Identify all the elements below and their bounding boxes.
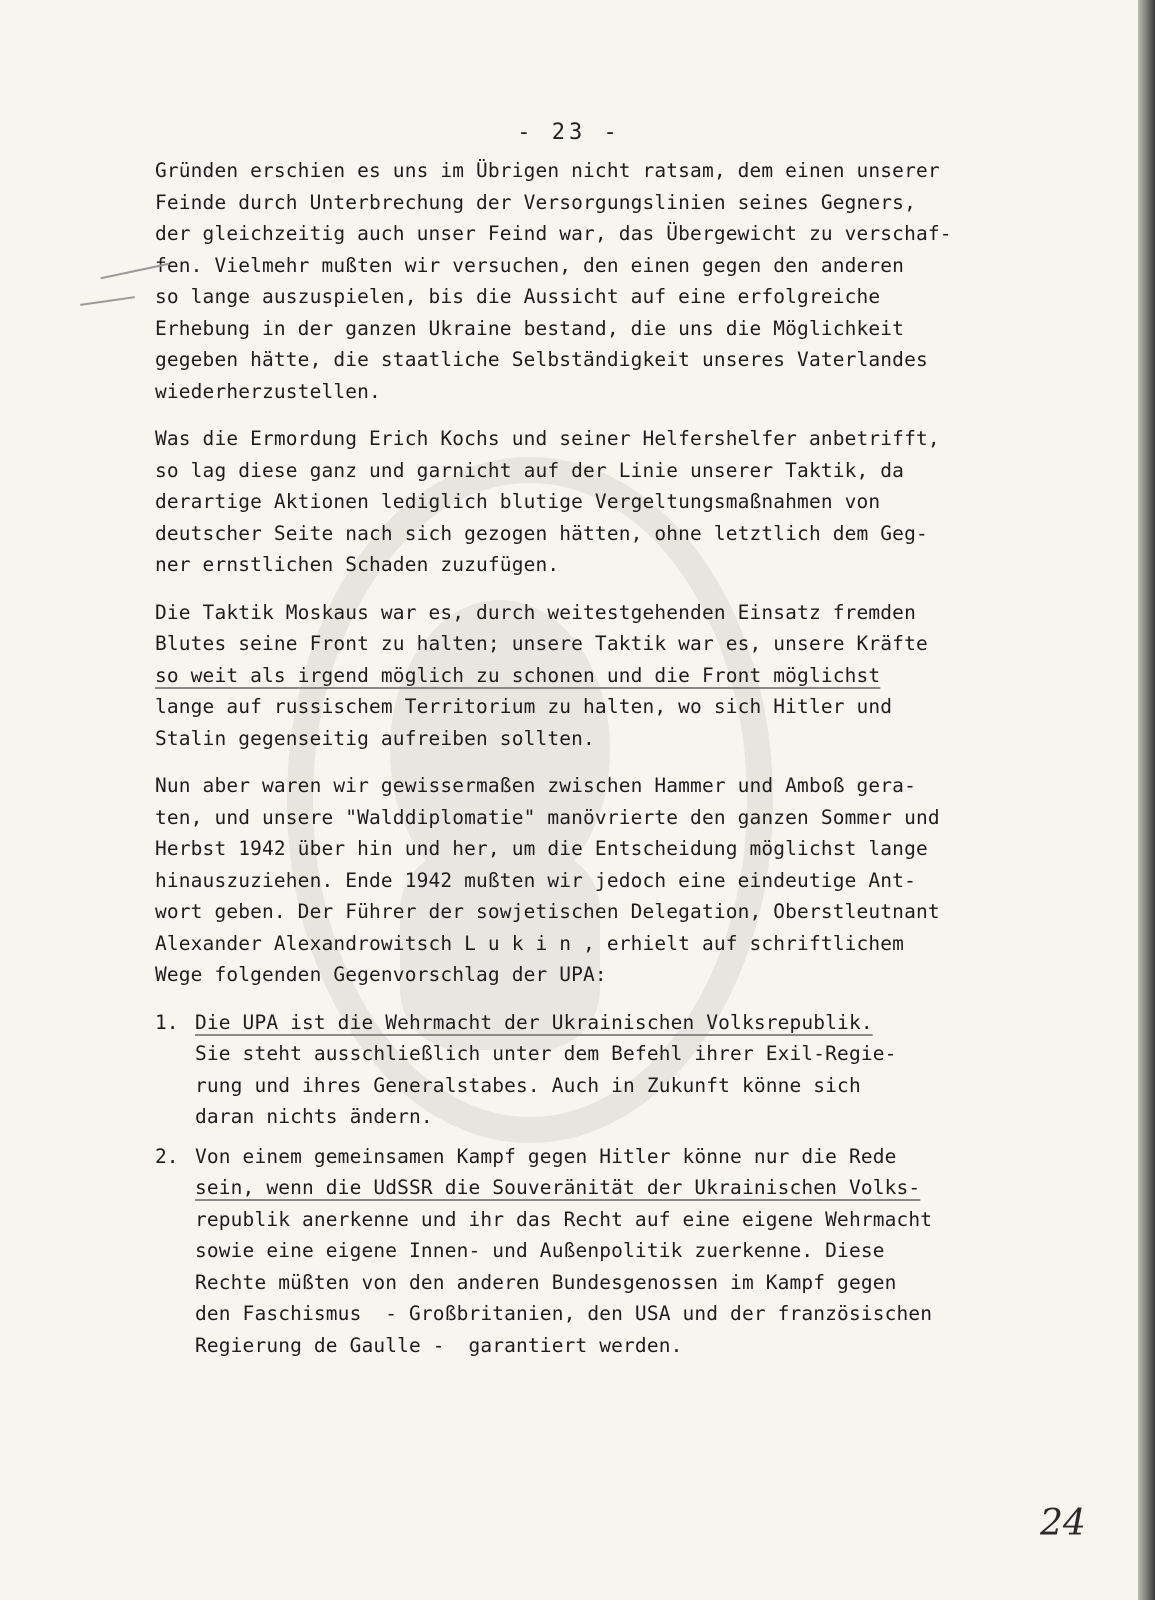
text-line: Blutes seine Front zu halten; unsere Taktik war es, unsere Kräfte: [155, 632, 928, 655]
list-item: [155, 1007, 1095, 1133]
text-line: Alexander Alexandrowitsch L u k i n , erhielt auf schriftlichem: [155, 931, 905, 955]
text-line: Was die Ermordung Erich Kochs und seiner Helfershelfer anbetrifft,: [155, 427, 940, 450]
paragraph-4: [155, 770, 1095, 991]
text-line: lange auf russischem Territorium zu halten, wo sich Hitler und: [155, 695, 893, 718]
text-line: so lag diese ganz und garnicht auf der Linie unserer Taktik, da: [155, 458, 905, 482]
text-line: Erhebung in der ganzen Ukraine bestand, die uns die Möglichkeit: [155, 316, 905, 340]
paragraph-3: [155, 597, 1095, 755]
page-number: - 23 -: [517, 120, 621, 145]
text-line: Nun aber waren wir gewissermaßen zwischen Hammer und Amboß gera-: [155, 774, 916, 797]
text-line: Die Taktik Moskaus war es, durch weitestgehenden Einsatz fremden: [155, 600, 916, 624]
text-line-underlined: Die UPA ist die Wehrmacht der Ukrainischen Volksrepublik.: [195, 1010, 873, 1034]
text-line: wiederherzustellen.: [155, 379, 381, 403]
pencil-margin-mark: [80, 296, 135, 306]
list-item-number: 1.: [155, 1010, 179, 1034]
list-item: [155, 1141, 1095, 1362]
text-line: so lange auszuspielen, bis die Aussicht auf eine erfolgreiche: [155, 285, 881, 308]
text-line: fen. Vielmehr mußten wir versuchen, den einen gegen den anderen: [155, 253, 905, 277]
text-line: gegeben hätte, die staatliche Selbständigkeit unseres Vaterlandes: [155, 348, 928, 371]
text-line: republik anerkenne und ihr das Recht auf eine eigene Wehrmacht: [195, 1207, 933, 1231]
text-line: deutscher Seite nach sich gezogen hätten, ohne letztlich dem Geg-: [155, 521, 928, 545]
text-line: den Faschismus - Großbritanien, den USA und der französischen: [195, 1302, 933, 1325]
text-line: Von einem gemeinsamen Kampf gegen Hitler könne nur die Rede: [195, 1144, 897, 1168]
text-line: ner ernstlichen Schaden zuzufügen.: [155, 553, 560, 576]
text-line: Wege folgenden Gegenvorschlag der UPA:: [155, 963, 607, 986]
text-line: Gründen erschien es uns im Übrigen nicht ratsam, dem einen unserer: [155, 159, 940, 182]
paragraph-1: [155, 155, 1095, 407]
text-line: ten, und unsere "Walddiplomatie" manövrierte den ganzen Sommer und: [155, 805, 940, 829]
text-line: wort geben. Der Führer der sowjetischen Delegation, Oberstleutnant: [155, 900, 940, 923]
paragraph-2: [155, 423, 1095, 581]
text-line: Sie steht ausschließlich unter dem Befehl ihrer Exil-Regie-: [195, 1042, 897, 1065]
text-line: derartige Aktionen lediglich blutige Vergeltungsmaßnahmen von: [155, 490, 881, 513]
text-line: daran nichts ändern.: [195, 1105, 433, 1128]
text-line: Feinde durch Unterbrechung der Versorgungslinien seines Gegners,: [155, 190, 916, 214]
scan-edge-shadow: [1138, 0, 1155, 1600]
text-line: sowie eine eigene Innen- und Außenpolitik zuerkenne. Diese: [195, 1239, 885, 1262]
text-line: hinauszuziehen. Ende 1942 mußten wir jedoch eine eindeutige Ant-: [155, 868, 916, 892]
document-body: [155, 155, 1095, 1369]
text-line-underlined: sein, wenn die UdSSR die Souveränität der Ukrainischen Volks-: [195, 1176, 921, 1199]
list-item-number: 2.: [155, 1144, 179, 1168]
handwritten-page-number: 24: [1040, 1503, 1086, 1544]
text-line: Herbst 1942 über hin und her, um die Entscheidung möglichst lange: [155, 837, 928, 860]
text-line-underlined: so weit als irgend möglich zu schonen und die Front möglichst: [155, 663, 881, 687]
text-line: rung und ihres Generalstabes. Auch in Zukunft könne sich: [195, 1073, 861, 1097]
text-line: Regierung de Gaulle - garantiert werden.: [195, 1333, 683, 1357]
text-line: der gleichzeitig auch unser Feind war, das Übergewicht zu verschaf-: [155, 222, 952, 245]
text-line: Stalin gegenseitig aufreiben sollten.: [155, 726, 595, 750]
proposal-list: [155, 1007, 1095, 1362]
text-line: Rechte müßten von den anderen Bundesgenossen im Kampf gegen: [195, 1270, 897, 1294]
